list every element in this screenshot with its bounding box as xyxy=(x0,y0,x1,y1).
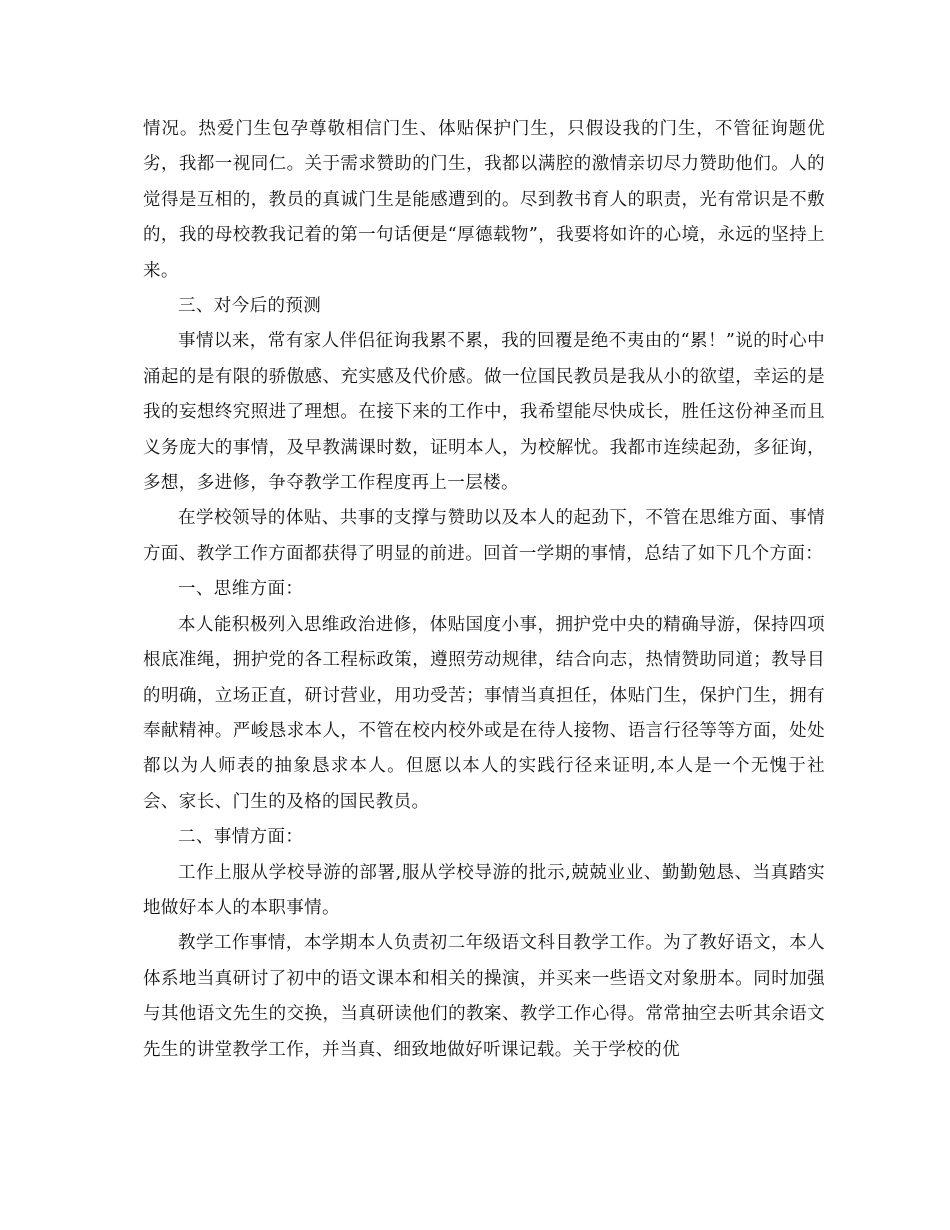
heading-future-outlook: 三、对今后的预测 xyxy=(178,296,322,317)
paragraph-teaching: 教学工作事情，本学期本人负责初二年级语文科目教学工作。为了教好语文，本人体系地当真研讨了初中的语文课本和相关的操演，并买来一些语文对象册本。同时加强与其他语文先生的交换，当真研读他们的教案、教学工作心得。常常抽空去听其余语文先生的讲堂教学工作，并当真、细致地做好听课记载。关于学校的优 xyxy=(143,933,825,1060)
document-body xyxy=(143,112,825,1068)
heading-work: 二、事情方面： xyxy=(178,827,304,848)
paragraph-semester-summary: 在学校领导的体贴、共事的支撑与赞助以及本人的起劲下，不管在思维方面、事情方面、教学工作方面都获得了明显的前进。回首一学期的事情，总结了如下几个方面： xyxy=(143,508,825,564)
paragraph-future-outlook: 事情以来，常有家人伴侣征询我累不累，我的回覆是绝不夷由的“累！”说的时心中涌起的是有限的骄傲感、充实感及代价感。做一位国民教员是我从小的欲望，幸运的是我的妄想终究照进了理想。在接下来的工作中，我希望能尽快成长，胜任这份神圣而且义务庞大的事情，及早教满课时数，证明本人，为校解忧。我都市连续起劲，多征询，多想，多进修，争夺教学工作程度再上一层楼。 xyxy=(143,331,825,494)
paragraph-work: 工作上服从学校导游的部署,服从学校导游的批示,兢兢业业、勤勤勉恳、当真踏实地做好本人的本职事情。 xyxy=(143,862,825,918)
paragraph-student-care: 情况。热爱门生包孕尊敬相信门生、体贴保护门生，只假设我的门生，不管征询题优劣，我都一视同仁。关于需求赞助的门生，我都以满腔的激情亲切尽力赞助他们。人的觉得是互相的，教员的真诚门生是能感遭到的。尽到教书育人的职责，光有常识是不敷的，我的母校教我记着的第一句话便是“厚德载物”，我要将如许的心境，永远的坚持上来。 xyxy=(143,119,825,281)
paragraph-thinking: 本人能积极列入思维政治进修，体贴国度小事，拥护党中央的精确导游，保持四项根底准绳，拥护党的各工程标政策，遵照劳动规律，结合向志，热情赞助同道；教导目的明确，立场正直，研讨营业，用功受苦；事情当真担任，体贴门生，保护门生，拥有奉献精神。严峻恳求本人，不管在校内校外或是在待人接物、语言行径等等方面，处处都以为人师表的抽象恳求本人。但愿以本人的实践行径来证明,本人是一个无愧于社会、家长、门生的及格的国民教员。 xyxy=(143,614,825,812)
heading-thinking: 一、思维方面： xyxy=(178,579,304,600)
